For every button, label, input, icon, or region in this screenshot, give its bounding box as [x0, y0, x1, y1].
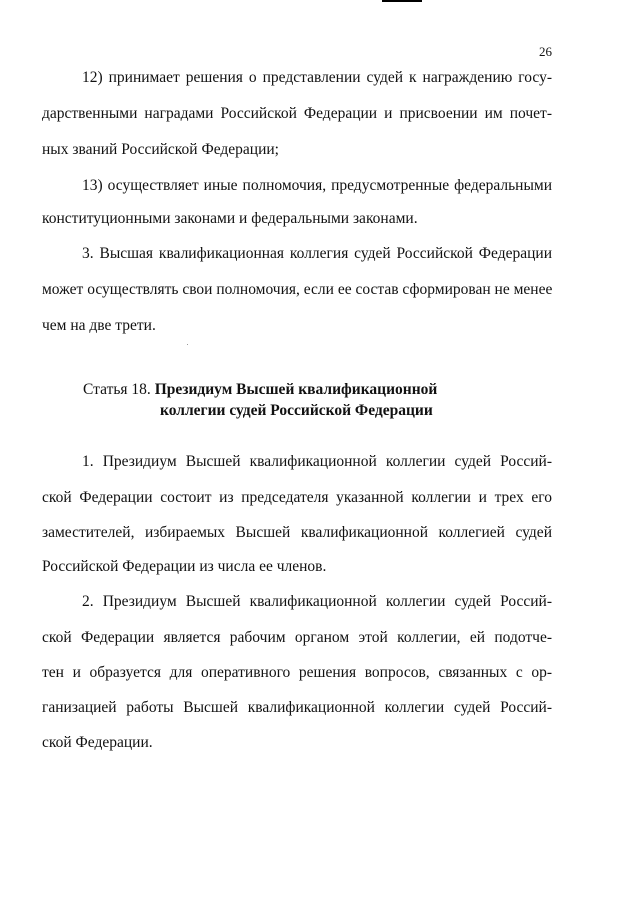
article-title-line-1: Президиум Высшей квалификационной — [154, 381, 438, 398]
article-prefix: Статья 18. — [83, 381, 155, 398]
article-title-line-2: коллегии судей Российской Федерации — [160, 402, 433, 419]
article-heading-cont — [160, 401, 433, 421]
top-margin-mark — [382, 0, 422, 2]
art18-p1-line-2: ской Федерации состоит из председателя указанной коллегии и трех его — [42, 489, 552, 506]
art18-p1-line-3: заместителей, избираемых Высшей квалификационной коллегией судей — [42, 524, 552, 541]
article-heading — [83, 380, 437, 400]
art18-p2-line-4: ганизацией работы Высшей квалификационной коллегии судей Россий- — [42, 699, 552, 716]
para3-line-2: может осуществлять свои полномочия, если ее состав сформирован не менее — [42, 281, 553, 298]
item13-line-1: 13) осуществляет иные полномочия, предусмотренные федеральными — [82, 177, 552, 194]
scan-speck — [187, 344, 188, 345]
art18-p1-line-1: 1. Президиум Высшей квалификационной коллегии судей Россий- — [82, 453, 552, 470]
art18-p2-line-3: тен и образуется для оперативного решения вопросов, связанных с ор- — [42, 664, 552, 681]
page-number: 26 — [539, 44, 552, 59]
para3-line-1: 3. Высшая квалификационная коллегия судей Российской Федерации — [82, 245, 552, 262]
item13-line-2: конституционными законами и федеральными законами. — [42, 210, 418, 227]
item12-line-1: 12) принимает решения о представлении судей к награждению госу- — [82, 69, 552, 86]
art18-p1-line-4: Российской Федерации из числа ее членов. — [42, 558, 327, 575]
para3-line-3: чем на две трети. — [42, 317, 156, 334]
item12-line-3: ных званий Российской Федерации; — [42, 141, 279, 158]
item12-line-2: дарственными наградами Российской Федерации и присвоении им почет- — [42, 105, 552, 122]
art18-p2-line-1: 2. Президиум Высшей квалификационной коллегии судей Россий- — [82, 593, 552, 610]
art18-p2-line-5: ской Федерации. — [42, 734, 153, 751]
art18-p2-line-2: ской Федерации является рабочим органом этой коллегии, ей подотче- — [42, 629, 552, 646]
